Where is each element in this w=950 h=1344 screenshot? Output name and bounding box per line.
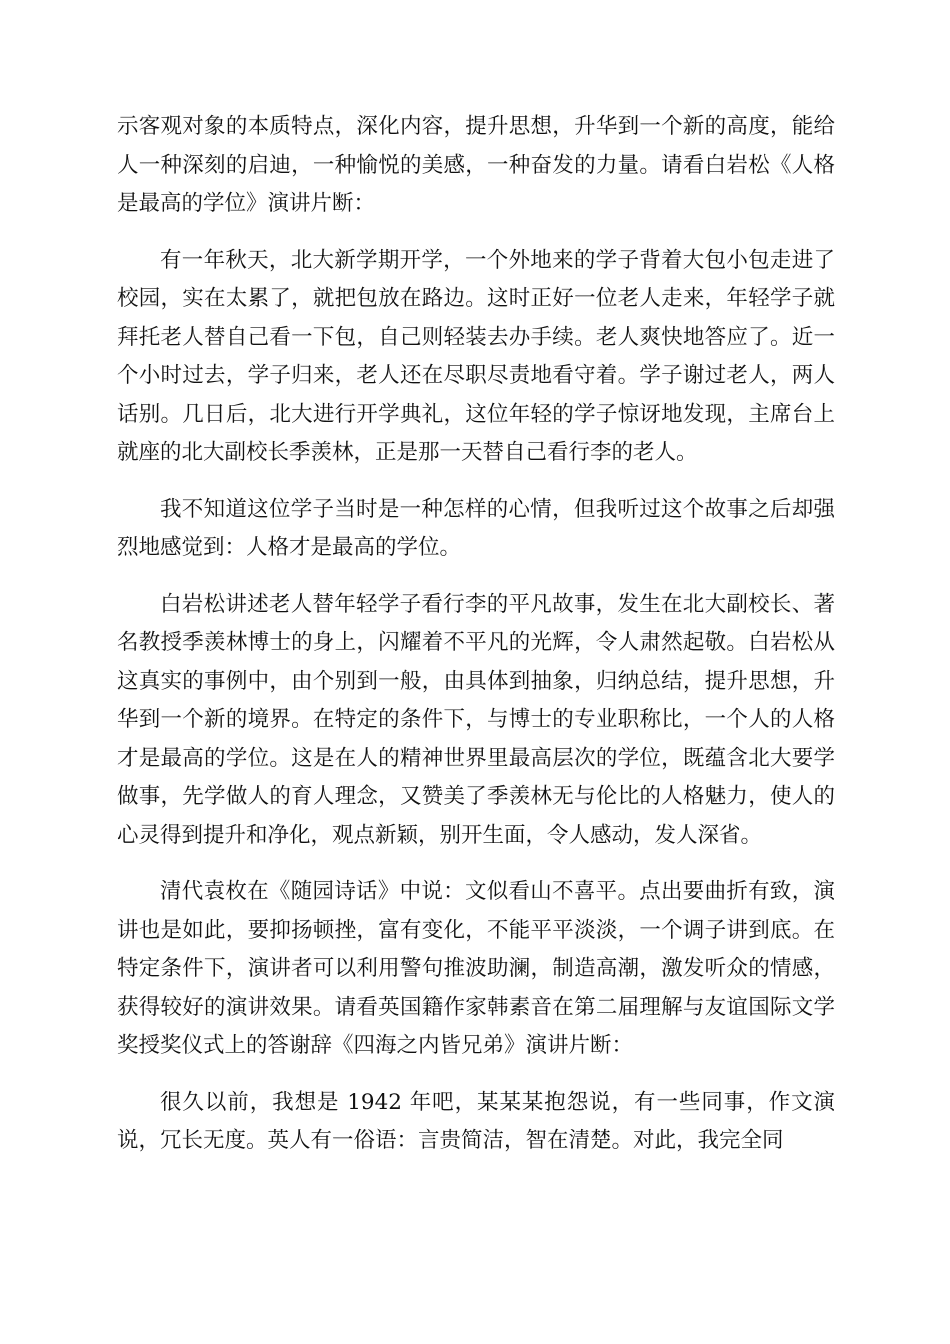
paragraph-analysis: 白岩松讲述老人替年轻学子看行李的平凡故事，发生在北大副校长、著名教授季羡林博士的身上，闪耀着不平凡的光辉，令人肃然起敬。白岩松从这真实的事例中，由个别到一般，由具体到抽象，归纳总结，提升思想，升华到一个新的境界。在特定的条件下，与博士的专业职称比，一个人的人格才是最高的学位。这是在人的精神世界里最高层次的学位，既蕴含北大要学做事，先学做人的育人理念，又赞美了季羡林无与伦比的人格魅力，使人的心灵得到提升和净化，观点新颖，别开生面，令人感动，发人深省。 xyxy=(117,591,835,848)
document-page xyxy=(117,108,835,1179)
paragraph-han-suyin-quote: 很久以前，我想是 1942 年吧，某某某抱怨说，有一些同事，作文演说，冗长无度。英人有一俗语：言贵简洁，智在清楚。对此，我完全同 xyxy=(117,1089,835,1153)
paragraph-intro-continued: 示客观对象的本质特点，深化内容，提升思想，升华到一个新的高度，能给人一种深刻的启迪，一种愉悦的美感，一种奋发的力量。请看白岩松《人格是最高的学位》演讲片断： xyxy=(117,114,835,216)
paragraph-yuan-mei: 清代袁枚在《随园诗话》中说：文似看山不喜平。点出要曲折有致，演讲也是如此，要抑扬顿挫，富有变化，不能平平淡淡，一个调子讲到底。在特定条件下，演讲者可以利用警句推波助澜，制造高潮，激发听众的情感，获得较好的演讲效果。请看英国籍作家韩素音在第二届理解与友谊国际文学奖授奖仪式上的答谢辞《四海之内皆兄弟》演讲片断： xyxy=(117,879,835,1058)
paragraph-story: 有一年秋天，北大新学期开学，一个外地来的学子背着大包小包走进了校园，实在太累了，就把包放在路边。这时正好一位老人走来，年轻学子就拜托老人替自己看一下包，自己则轻装去办手续。老人爽快地答应了。近一个小时过去，学子归来，老人还在尽职尽责地看守着。学子谢过老人，两人话别。几日后，北大进行开学典礼，这位年轻的学子惊讶地发现，主席台上就座的北大副校长季羡林，正是那一天替自己看行李的老人。 xyxy=(117,247,835,465)
paragraph-reflection: 我不知道这位学子当时是一种怎样的心情，但我听过这个故事之后却强烈地感觉到：人格才是最高的学位。 xyxy=(117,496,835,560)
